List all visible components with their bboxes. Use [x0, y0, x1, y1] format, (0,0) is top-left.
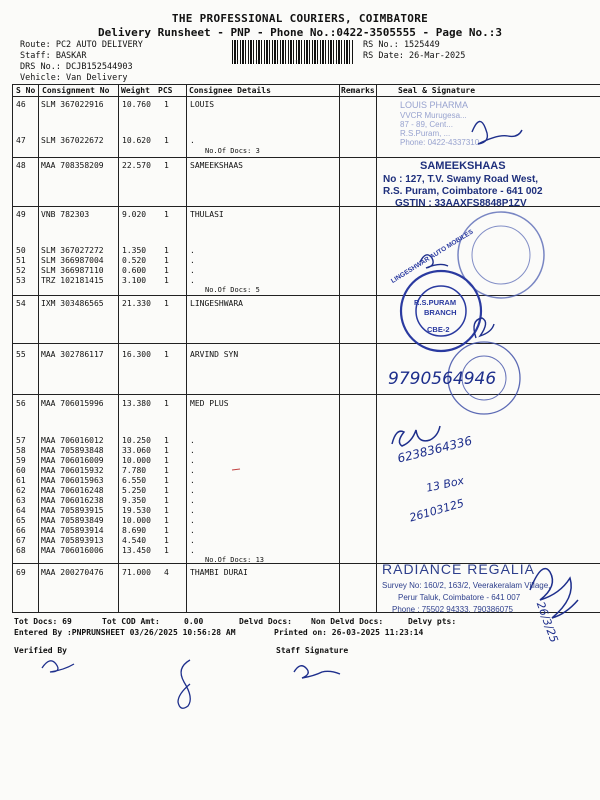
- radiance-stamp-title: RADIANCE REGALIA: [382, 561, 535, 577]
- delivery-points: Delvy pts:: [408, 617, 457, 626]
- delivery-runsheet-page: THE PROFESSIONAL COURIERS, COIMBATORE Delivery Runsheet - PNP - Phone No.:0422-3505555 - Page No.:3 Route: PC2 AUTO DELIVERY Staff: BASKAR DRS No.: DCJB152544903 Vehicle: Van Delivery RS No.: 1525449 RS Date: 26-Mar-2025 S No Consignment No Weight PCS Consignee Details Remarks Seal & Signature 46 SLM 367022916 10.760 1 LOUIS 47 SLM 367022672 10.620 1 . No.Of Docs: 3 48 MAA 708358209 22.570 1 SAMEEKSHAAS 49 VNB 782303 9.020 1 THULASI 50 SLM 367027272 1.350 1 . 51 SLM 366987004 0.520 1 . 52 SLM 366987110 0.600 1 . 53 TRZ 102181415 3.100 1 . No.Of Docs: 5 54 IXM 303486565 21.330 1 LINGESHWARA 55 MAA 302786117 16.300 1 ARVIND SYN 56 MAA 706015996 13.380 1 MED PLUS 57 MAA 706016012 10.250 1 . 58 MAA 705893848 33.060 1 . 59 MAA 706016009 10.000 1 . 60 MAA 706015932 7.780 1 . 61 MAA 706015963 6.550 1 . 62 MAA 706016248 5.250 1 . 63 MAA 706016238 9.350 1 . 64 MAA 705893915 19.530 1 . 65 MAA 705893849 10.000 1 . 66 MAA 705893914 8.690 1 . 67 MAA 705893913 4.540 1 . 68 MAA 706016006 13.450 1 . No.Of Docs: 13 69 MAA 200270476 71.000 4 THAMBI DURAI LOUIS PHARMA VVCR Murugesa... 87 - 89, Cent... R.S.Puram, ... Phone: 0422-4337310 SAMEEKSHAAS No : 127, T.V. Swamy Road West, R.S. Puram, Coimbatore - 641 002 GSTIN : 33AAXFS8848P1ZV R.S.PURAM BRANCH CBE-2 LINGESHWAR AUTO MOBILES 9790564946 6238364336 13 Box 26103125 RADIANCE REGALIA Survey No: 160/2, 163/2, Veerakeralam Village, Perur Taluk, Coimbatore - 641 007 Phone : 75502 94333, 790386075 26/3/25 Tot Docs: 69 Tot COD Amt: 0.00 Delvd Docs: Non Delvd Docs: Delvy pts: Entered By :PNPRUNSHEET 03/26/2025 10:56:28 AM Printed on: 26-03-2025 11:23:14 Verified By Staff Signature: [0, 0, 600, 800]
- docs-count: No.Of Docs: 5: [205, 286, 260, 294]
- radiance-stamp-phone: Phone : 75502 94333, 790386075: [392, 605, 514, 614]
- center-signature-mark: [178, 660, 190, 708]
- col-header-seal: Seal & Signature: [398, 86, 476, 95]
- red-mark: [232, 469, 240, 470]
- col-header-consignee: Consignee Details: [189, 86, 271, 95]
- verifier-signature: [42, 661, 74, 672]
- staff-label: Staff: BASKAR: [20, 51, 87, 61]
- staff-signature-label: Staff Signature: [276, 646, 349, 655]
- medplus-box-count: 13 Box: [425, 474, 466, 495]
- route-label: Route: PC2 AUTO DELIVERY: [20, 40, 143, 50]
- louis-signature: [472, 121, 522, 144]
- louis-stamp-line: 87 - 89, Cent...: [400, 120, 453, 129]
- delivered-docs: Delvd Docs:: [239, 617, 292, 626]
- entered-by: Entered By :PNPRUNSHEET 03/26/2025 10:56:28 AM: [14, 628, 236, 637]
- round-stamp-ring: [472, 226, 530, 284]
- non-delivered-docs: Non Delvd Docs:: [311, 617, 384, 626]
- louis-stamp-line: VVCR Murugesa...: [400, 111, 467, 120]
- docs-count: No.Of Docs: 13: [205, 556, 265, 564]
- margin-date-note: 26/3/25: [533, 600, 561, 645]
- sameekshaas-stamp-city: R.S. Puram, Coimbatore - 641 002: [383, 186, 543, 197]
- verified-by-label: Verified By: [14, 646, 67, 655]
- col-header-pcs: PCS: [158, 86, 173, 95]
- radiance-stamp-city: Perur Taluk, Coimbatore - 641 007: [398, 593, 521, 602]
- runsheet-subtitle: Delivery Runsheet - PNP - Phone No.:0422-3505555 - Page No.:3: [98, 26, 502, 39]
- total-cod-label: Tot COD Amt:: [102, 617, 160, 626]
- company-title: THE PROFESSIONAL COURIERS, COIMBATORE: [171, 12, 429, 25]
- radiance-stamp-address: Survey No: 160/2, 163/2, Veerakeralam Village,: [382, 581, 551, 590]
- staff-signature-mark: [294, 666, 340, 678]
- total-cod-value: 0.00: [184, 617, 204, 626]
- sameekshaas-stamp-address: No : 127, T.V. Swamy Road West,: [383, 174, 539, 185]
- col-header-weight: Weight: [121, 86, 150, 95]
- rs-number: RS No.: 1525449: [363, 40, 440, 50]
- handwritten-phone: 9790564946: [388, 369, 497, 389]
- lingeshwar-stamp-ring-text: LINGESHWAR AUTO MOBILES: [390, 228, 475, 285]
- lingeshwar-stamp-branch: BRANCH: [424, 308, 457, 317]
- louis-stamp-line: R.S.Puram, ...: [400, 129, 451, 138]
- sameekshaas-stamp-title: SAMEEKSHAAS: [420, 160, 506, 172]
- rs-date: RS Date: 26-Mar-2025: [363, 51, 466, 61]
- medplus-handwritten-number: 6238364336: [396, 433, 474, 466]
- printed-on: Printed on: 26-03-2025 11:23:14: [274, 628, 424, 637]
- lingeshwar-stamp-code: CBE-2: [427, 325, 450, 334]
- col-header-consignment: Consignment No: [42, 86, 110, 95]
- lingeshwar-stamp-center: R.S.PURAM: [414, 298, 457, 307]
- total-docs: Tot Docs: 69: [14, 617, 72, 626]
- louis-stamp-line: LOUIS PHARMA: [400, 100, 469, 110]
- col-header-remarks: Remarks: [341, 86, 375, 95]
- medplus-handwritten-date: 26103125: [408, 496, 466, 525]
- sameekshaas-stamp-gstin: GSTIN : 33AAXFS8848P1ZV: [395, 198, 527, 209]
- drs-number: DRS No.: DCJB152544903: [20, 62, 133, 72]
- docs-count: No.Of Docs: 3: [205, 147, 260, 155]
- col-header-sno: S No: [16, 86, 36, 95]
- louis-stamp-line: Phone: 0422-4337310: [400, 138, 480, 147]
- vehicle-label: Vehicle: Van Delivery: [20, 73, 128, 83]
